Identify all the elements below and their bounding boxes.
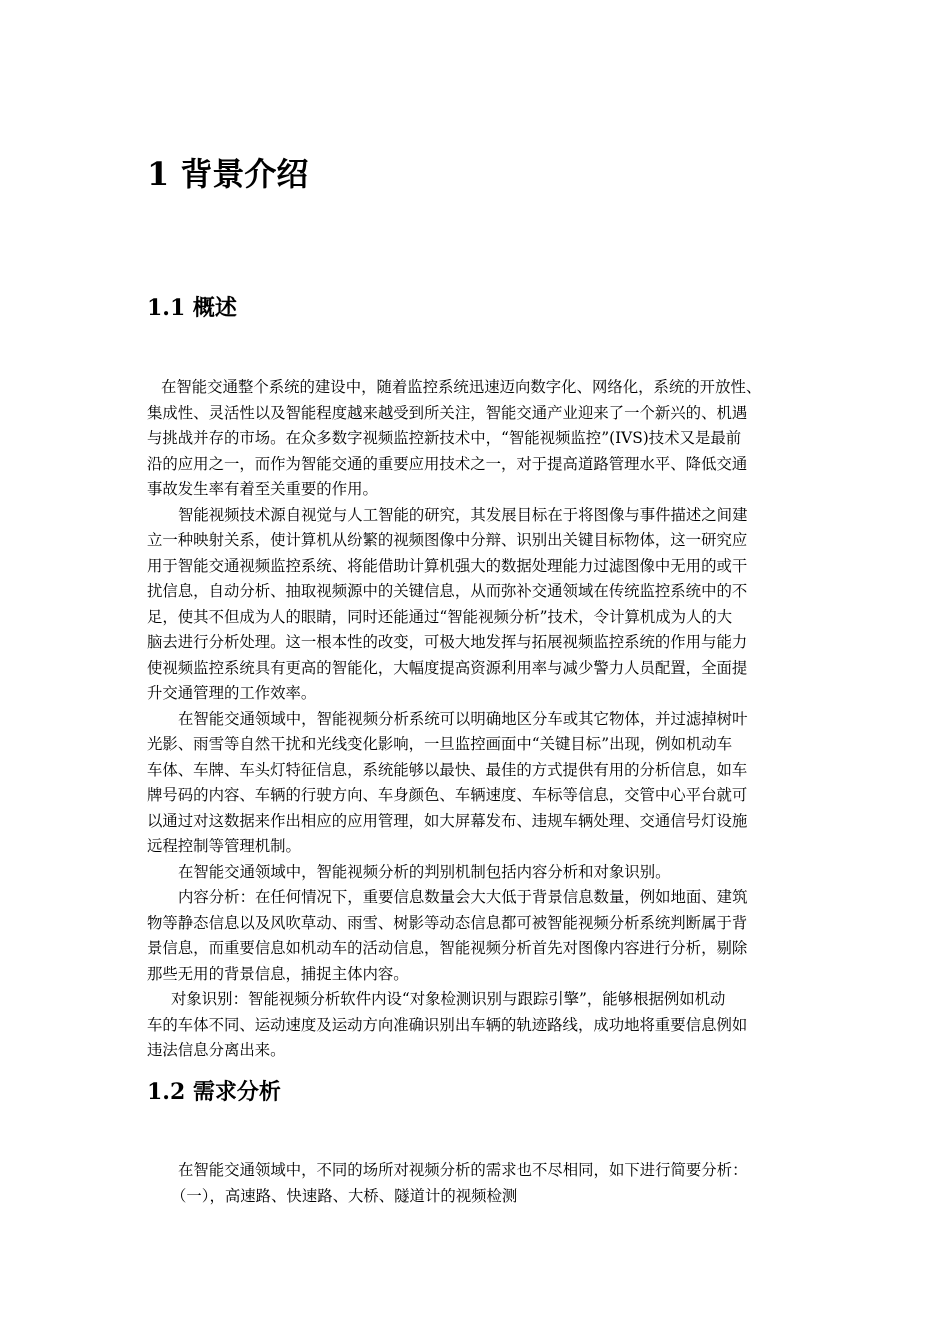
body-line: 集成性、灵活性以及智能程度越来越受到所关注，智能交通产业迎来了一个新兴的、机遇 (147, 403, 748, 422)
body-line: 内容分析：在任何情况下，重要信息数量会大大低于背景信息数量，例如地面、建筑 (178, 888, 748, 906)
body-line: 物等静态信息以及风吹草动、雨雪、树影等动态信息都可被智能视频分析系统判断属于背 (147, 913, 748, 932)
body-line: 使视频监控系统具有更高的智能化，大幅度提高资源利用率与减少警力人员配置，全面提 (147, 658, 748, 677)
body-line: 在智能交通领域中，智能视频分析的判别机制包括内容分析和对象识别。 (178, 862, 671, 881)
section-heading-requirements: 1.2 需求分析 (147, 1079, 281, 1105)
body-line: 沿的应用之一，而作为智能交通的重要应用技术之一，对于提高道路管理水平、降低交通 (147, 454, 748, 473)
body-line: 智能视频技术源自视觉与人工智能的研究，其发展目标在于将图像与事件描述之间建 (178, 505, 748, 524)
chapter-heading: 1 背景介绍 (147, 155, 309, 193)
body-line: 那些无用的背景信息，捕捉主体内容。 (147, 964, 409, 983)
body-line: 在智能交通领域中，不同的场所对视频分析的需求也不尽相同，如下进行简要分析： (178, 1161, 748, 1179)
section-heading-overview: 1.1 概述 (147, 295, 237, 321)
body-line: 车的车体不同、运动速度及运动方向准确识别出车辆的轨迹路线，成功地将重要信息例如 (147, 1015, 748, 1034)
requirements-body (147, 1158, 827, 1209)
body-line: 光影、雨雪等自然干扰和光线变化影响，一旦监控画面中“关键目标”出现，例如机动车 (147, 735, 733, 753)
body-line: 在智能交通整个系统的建设中，随着监控系统迅速迈向数字化、网络化，系统的开放性、 (161, 378, 762, 396)
overview-body (147, 375, 827, 1064)
body-line: 事故发生率有着至关重要的作用。 (147, 480, 378, 498)
body-line: 对象识别：智能视频分析软件内设“对象检测识别与跟踪引擎”，能够根据例如机动 (171, 990, 726, 1008)
body-line: 车体、车牌、车头灯特征信息，系统能够以最快、最佳的方式提供有用的分析信息，如车 (147, 760, 748, 779)
body-line: 脑去进行分析处理。这一根本性的改变，可极大地发挥与拓展视频监控系统的作用与能力 (147, 633, 748, 651)
body-line: 远程控制等管理机制。 (147, 837, 301, 855)
body-line: 足，使其不但成为人的眼睛，同时还能通过“智能视频分析”技术，令计算机成为人的大 (147, 607, 733, 626)
body-line: 景信息，而重要信息如机动车的活动信息，智能视频分析首先对图像内容进行分析，剔除 (147, 939, 748, 957)
body-line: 违法信息分离出来。 (147, 1041, 286, 1059)
body-line: （一），高速路、快速路、大桥、隧道计的视频检测 (171, 1186, 518, 1205)
body-line: 与挑战并存的市场。在众多数字视频监控新技术中，“智能视频监控”(IVS)技术又是最前 (147, 429, 742, 447)
body-line: 在智能交通领域中，智能视频分析系统可以明确地区分车或其它物体，并过滤掉树叶 (178, 709, 748, 728)
body-line: 用于智能交通视频监控系统、将能借助计算机强大的数据处理能力过滤图像中无用的或干 (147, 556, 748, 575)
body-line: 立一种映射关系，使计算机从纷繁的视频图像中分辩、识别出关键目标物体，这一研究应 (147, 531, 748, 549)
body-line: 升交通管理的工作效率。 (147, 684, 317, 702)
body-line: 以通过对这数据来作出相应的应用管理，如大屏幕发布、违规车辆处理、交通信号灯设施 (147, 811, 748, 830)
body-line: 扰信息，自动分析、抽取视频源中的关键信息，从而弥补交通领域在传统监控系统中的不 (147, 582, 748, 600)
body-line: 牌号码的内容、车辆的行驶方向、车身颜色、车辆速度、车标等信息，交管中心平台就可 (147, 786, 748, 804)
